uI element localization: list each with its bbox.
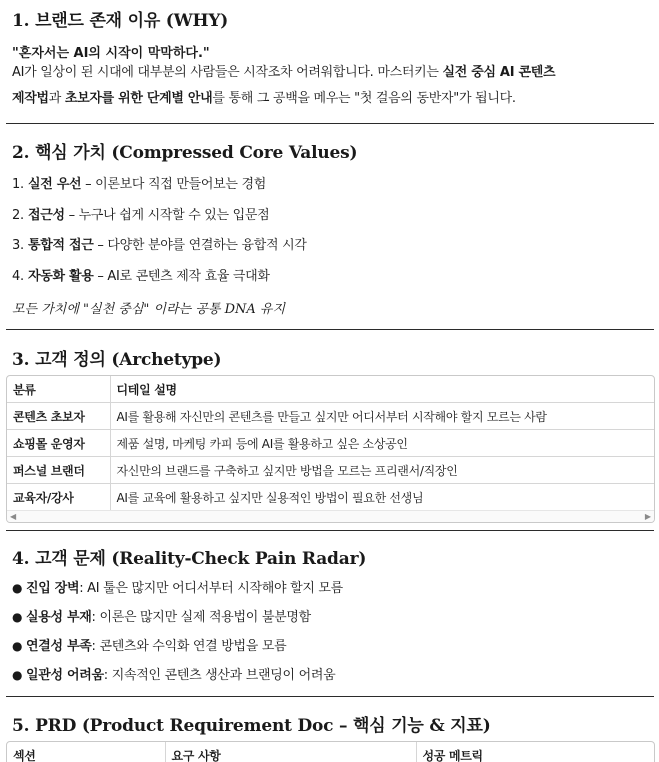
table-cell-detail: 제품 설명, 마케팅 카피 등에 AI를 활용하고 싶은 소상공인 (110, 430, 654, 457)
prd-table (7, 742, 654, 762)
bullet-icon: ● (12, 581, 23, 595)
section-title-archetype: 3. 고객 정의 (Archetype) (12, 350, 222, 370)
core-value-number: 4. (12, 269, 24, 284)
table-header-cell: 성공 메트릭 (416, 742, 654, 762)
section-title-prd: 5. PRD (Product Requirement Doc – 핵심 기능 & 지표) (12, 716, 491, 736)
why-bold-b1: 실전 중심 AI 콘텐츠 (442, 65, 556, 80)
table-cell-category: 쇼핑몰 운영자 (7, 430, 110, 457)
section-title-why: 1. 브랜드 존재 이유 (WHY) (12, 11, 229, 31)
pain-item (12, 606, 311, 625)
section-title-pain-radar: 4. 고객 문제 (Reality-Check Pain Radar) (12, 549, 367, 569)
table-header-row (7, 742, 654, 762)
table-header-cell: 섹션 (7, 742, 165, 762)
core-value-term: 통합적 접근 (28, 238, 94, 253)
table-row (7, 484, 654, 511)
core-value-desc: – AI로 콘텐츠 제작 효율 극대화 (93, 269, 270, 284)
core-value-item (12, 265, 270, 284)
core-value-term: 접근성 (28, 208, 65, 223)
core-value-term: 자동화 활용 (28, 269, 94, 284)
pain-desc: : 콘텐츠와 수익화 연결 방법을 모름 (91, 639, 287, 654)
core-values-note: 모든 가치에 "실천 중심" 이라는 공통 DNA 유지 (12, 302, 285, 317)
pain-item (12, 577, 343, 596)
divider (6, 123, 654, 124)
divider (6, 530, 654, 531)
core-value-number: 1. (12, 177, 24, 192)
why-bold-d: 초보자를 위한 단계별 안내 (64, 91, 213, 106)
pain-term: 연결성 부족 (26, 639, 92, 654)
core-value-item (12, 234, 307, 253)
table-cell-detail: 자신만의 브랜드를 구축하고 싶지만 방법을 모르는 프리랜서/직장인 (110, 457, 654, 484)
pain-item (12, 664, 335, 683)
table-row (7, 430, 654, 457)
section-why (12, 6, 648, 31)
table-cell-category: 퍼스널 브랜더 (7, 457, 110, 484)
table-cell-detail: AI를 활용해 자신만의 콘텐츠를 만들고 싶지만 어디서부터 시작해야 할지 모르는 사람 (110, 403, 654, 430)
why-paragraph (12, 60, 648, 112)
table-cell-category: 콘텐츠 초보자 (7, 403, 110, 430)
core-value-desc: – 이론보다 직접 만들어보는 경험 (81, 177, 266, 192)
bullet-icon: ● (12, 639, 23, 653)
section-pain-radar (12, 544, 648, 569)
core-value-desc: – 누구나 쉽게 시작할 수 있는 입문점 (64, 208, 270, 223)
why-quote: "혼자서는 AI의 시작이 막막하다." (12, 46, 210, 61)
core-value-desc: – 다양한 분야를 연결하는 융합적 시각 (93, 238, 307, 253)
pain-desc: : 이론은 많지만 실제 적용법이 불분명함 (91, 610, 311, 625)
archetype-table (7, 376, 654, 510)
pain-term: 일관성 어려움 (26, 668, 104, 683)
pain-desc: : 지속적인 콘텐츠 생산과 브랜딩이 어려움 (103, 668, 336, 683)
table-cell-category: 교육자/강사 (7, 484, 110, 511)
divider (6, 329, 654, 330)
table-row (7, 457, 654, 484)
why-paragraph-wrap (12, 60, 648, 112)
bullet-icon: ● (12, 610, 23, 624)
section-archetype (12, 345, 648, 370)
scroll-left-arrow-icon[interactable]: ◀ (10, 512, 17, 521)
pain-desc: : AI 툴은 많지만 어디서부터 시작해야 할지 모름 (79, 581, 343, 596)
table-cell-detail: AI를 교육에 활용하고 싶지만 실용적인 방법이 필요한 선생님 (116, 490, 424, 505)
table-header-cell: 분류 (7, 376, 110, 403)
bullet-icon: ● (12, 668, 23, 682)
core-value-number: 3. (12, 238, 24, 253)
why-text-e: 를 통해 그 공백을 메우는 "첫 걸음의 동반자"가 됩니다. (212, 91, 516, 106)
archetype-table-container (6, 375, 655, 523)
table-row (7, 403, 654, 430)
why-bold-b2: 제작법 (12, 91, 49, 106)
table-header-cell: 요구 사항 (165, 742, 416, 762)
section-prd (12, 711, 648, 736)
scroll-right-arrow-icon[interactable]: ▶ (644, 512, 651, 521)
pain-term: 진입 장벽 (26, 581, 80, 596)
table-header-cell: 디테일 설명 (110, 376, 654, 403)
core-value-item (12, 204, 269, 223)
table-header-row (7, 376, 654, 403)
horizontal-scrollbar[interactable] (7, 510, 654, 522)
core-value-term: 실전 우선 (28, 177, 82, 192)
prd-table-container (6, 741, 655, 762)
why-quote-wrap (12, 42, 648, 61)
pain-term: 실용성 부재 (26, 610, 92, 625)
section-core-values (12, 138, 648, 163)
why-text-c: 과 (48, 91, 65, 106)
core-value-number: 2. (12, 208, 24, 223)
core-value-item (12, 173, 266, 192)
pain-item (12, 635, 286, 654)
section-title-core-values: 2. 핵심 가치 (Compressed Core Values) (12, 143, 358, 163)
divider (6, 696, 654, 697)
why-text-a: AI가 일상이 된 시대에 대부분의 사람들은 시작조차 어려워합니다. 마스터키는 (12, 65, 443, 80)
